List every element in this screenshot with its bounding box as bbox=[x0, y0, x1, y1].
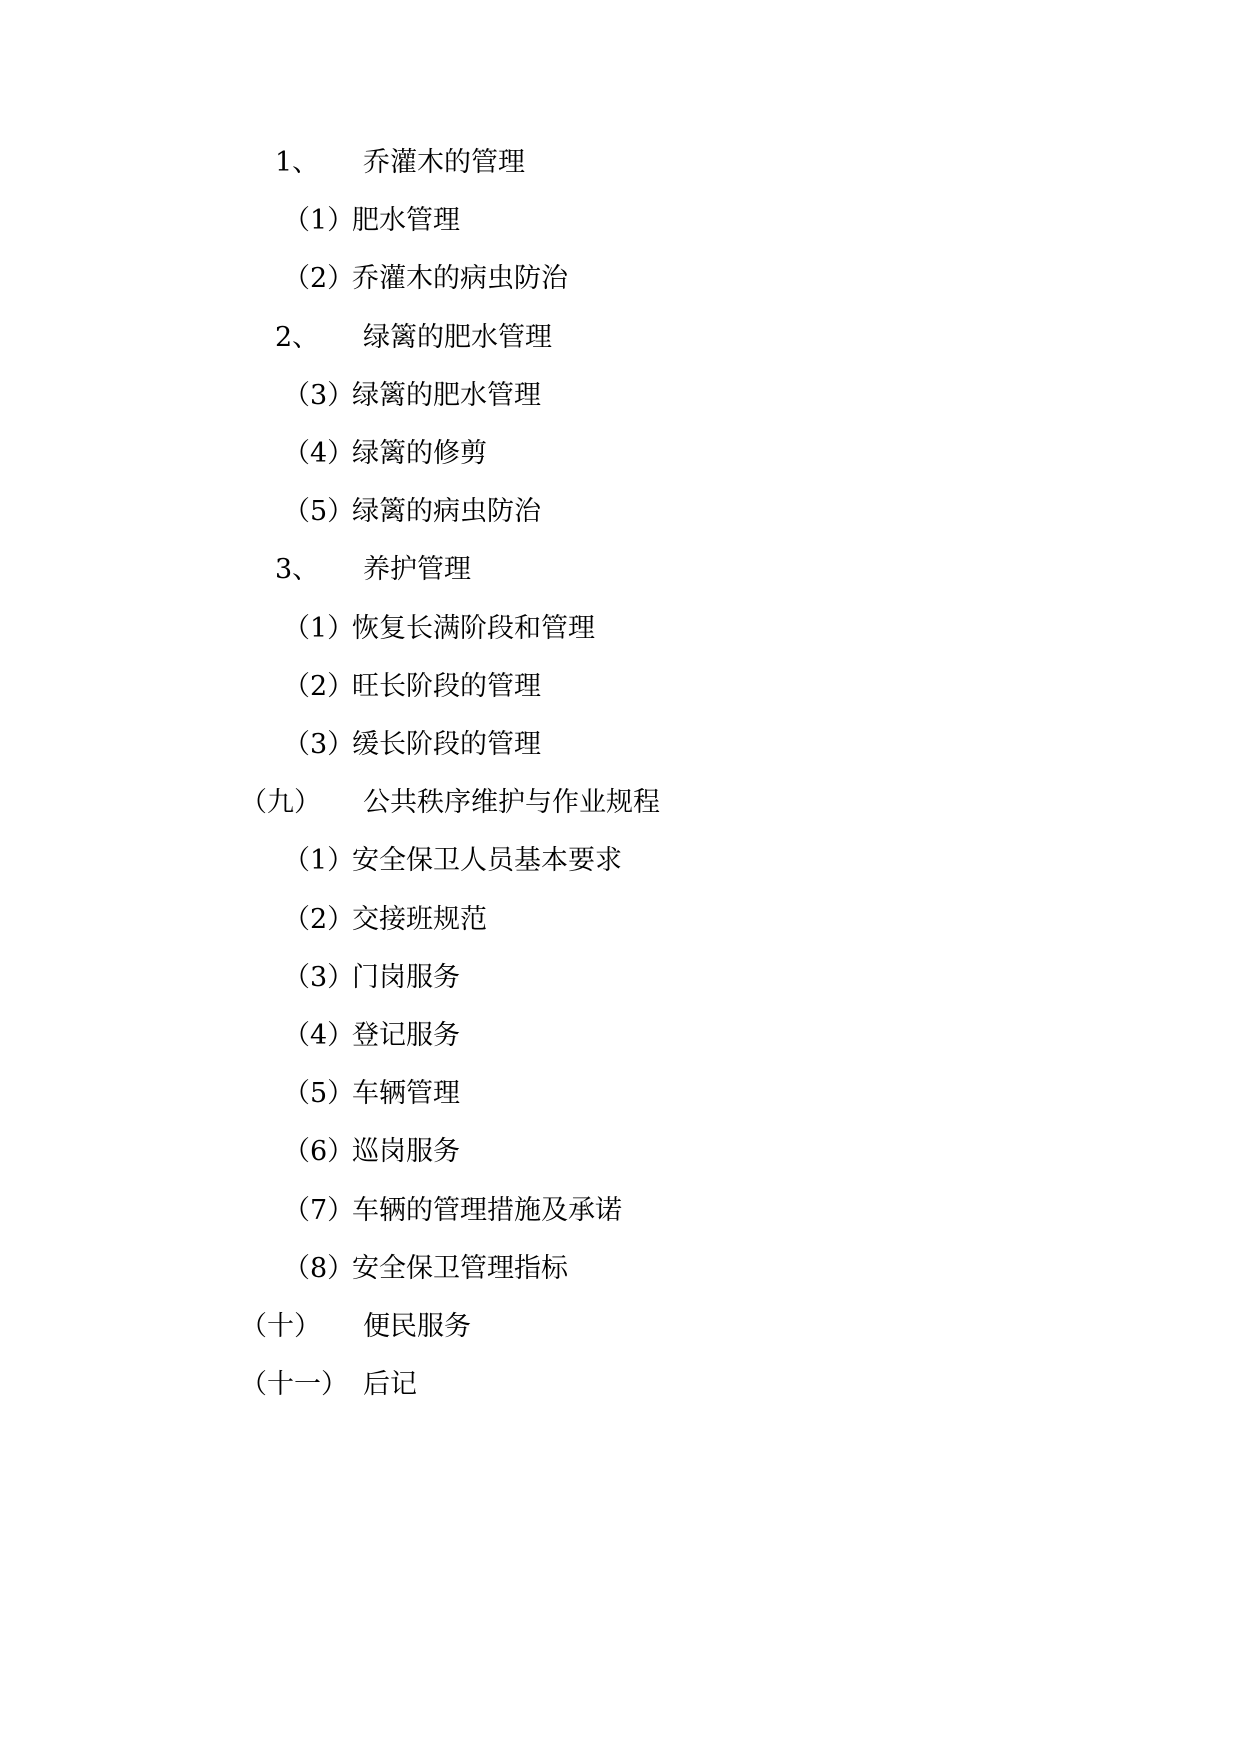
outline-entry-item bbox=[0, 958, 1241, 998]
outline-entry-section bbox=[0, 318, 1241, 358]
outline-text: 后记 bbox=[363, 1369, 417, 1401]
outline-number: （4） bbox=[283, 438, 355, 469]
outline-text: 巡岗服务 bbox=[352, 1136, 460, 1168]
outline-text: 安全保卫管理指标 bbox=[352, 1252, 568, 1284]
outline-text: 车辆的管理措施及承诺 bbox=[352, 1194, 622, 1226]
outline-text: 安全保卫人员基本要求 bbox=[352, 845, 622, 877]
outline-number: （4） bbox=[283, 1020, 355, 1051]
outline-entry-item bbox=[0, 900, 1241, 940]
outline-entry-item bbox=[0, 841, 1241, 881]
outline-number: 1、 bbox=[275, 147, 320, 178]
outline-entry-item bbox=[0, 1132, 1241, 1172]
outline-entry-item bbox=[0, 609, 1241, 649]
outline-number: （1） bbox=[283, 845, 355, 877]
outline-text: 绿篱的病虫防治 bbox=[352, 496, 541, 528]
outline-entry-item bbox=[0, 434, 1241, 474]
outline-entry-item bbox=[0, 259, 1241, 299]
outline-text: 肥水管理 bbox=[352, 205, 460, 237]
outline-text: 登记服务 bbox=[352, 1020, 460, 1051]
outline-number: （十一） bbox=[240, 1369, 348, 1401]
outline-number: （6） bbox=[283, 1136, 355, 1168]
outline-number: （5） bbox=[283, 1078, 355, 1110]
outline-number: 2、 bbox=[275, 321, 320, 353]
outline-entry-item bbox=[0, 1249, 1241, 1289]
outline-text: 乔灌木的病虫防治 bbox=[352, 263, 568, 295]
outline-number: （5） bbox=[283, 496, 355, 528]
outline-number: （7） bbox=[283, 1194, 355, 1226]
outline-entry-item bbox=[0, 1016, 1241, 1056]
outline-text: 旺长阶段的管理 bbox=[352, 670, 541, 702]
outline-entry-chapter bbox=[0, 1307, 1241, 1347]
outline-number: （十） bbox=[240, 1311, 321, 1342]
outline-number: （1） bbox=[283, 205, 355, 237]
outline-number: （3） bbox=[283, 961, 355, 993]
outline-text: 公共秩序维护与作业规程 bbox=[363, 787, 660, 819]
outline-entry-item bbox=[0, 492, 1241, 532]
outline-entry-item bbox=[0, 201, 1241, 241]
outline-number: （3） bbox=[283, 729, 355, 760]
outline-entry-item bbox=[0, 376, 1241, 416]
outline-text: 乔灌木的管理 bbox=[363, 147, 525, 178]
outline-entry-section bbox=[0, 550, 1241, 590]
outline-entry-section bbox=[0, 143, 1241, 183]
outline-entry-item bbox=[0, 667, 1241, 707]
outline-text: 门岗服务 bbox=[352, 961, 460, 993]
outline-entry-item bbox=[0, 1074, 1241, 1114]
outline-text: 绿篱的修剪 bbox=[352, 438, 487, 469]
outline-entry-item bbox=[0, 725, 1241, 765]
outline-number: 3、 bbox=[275, 554, 320, 586]
outline-number: （2） bbox=[283, 263, 355, 295]
outline-text: 车辆管理 bbox=[352, 1078, 460, 1110]
outline-text: 绿篱的肥水管理 bbox=[363, 321, 552, 353]
outline-text: 交接班规范 bbox=[352, 903, 487, 935]
outline-text: 恢复长满阶段和管理 bbox=[352, 612, 595, 644]
outline-entry-item bbox=[0, 1191, 1241, 1231]
outline-text: 便民服务 bbox=[363, 1311, 471, 1342]
outline-text: 养护管理 bbox=[363, 554, 471, 586]
outline-text: 缓长阶段的管理 bbox=[352, 729, 541, 760]
outline-number: （1） bbox=[283, 612, 355, 644]
outline-number: （2） bbox=[283, 903, 355, 935]
outline-number: （九） bbox=[240, 787, 321, 819]
outline-entry-chapter bbox=[0, 1365, 1241, 1405]
outline-number: （2） bbox=[283, 670, 355, 702]
outline-number: （8） bbox=[283, 1252, 355, 1284]
outline-entry-chapter bbox=[0, 783, 1241, 823]
outline-number: （3） bbox=[283, 379, 355, 411]
outline-text: 绿篱的肥水管理 bbox=[352, 379, 541, 411]
